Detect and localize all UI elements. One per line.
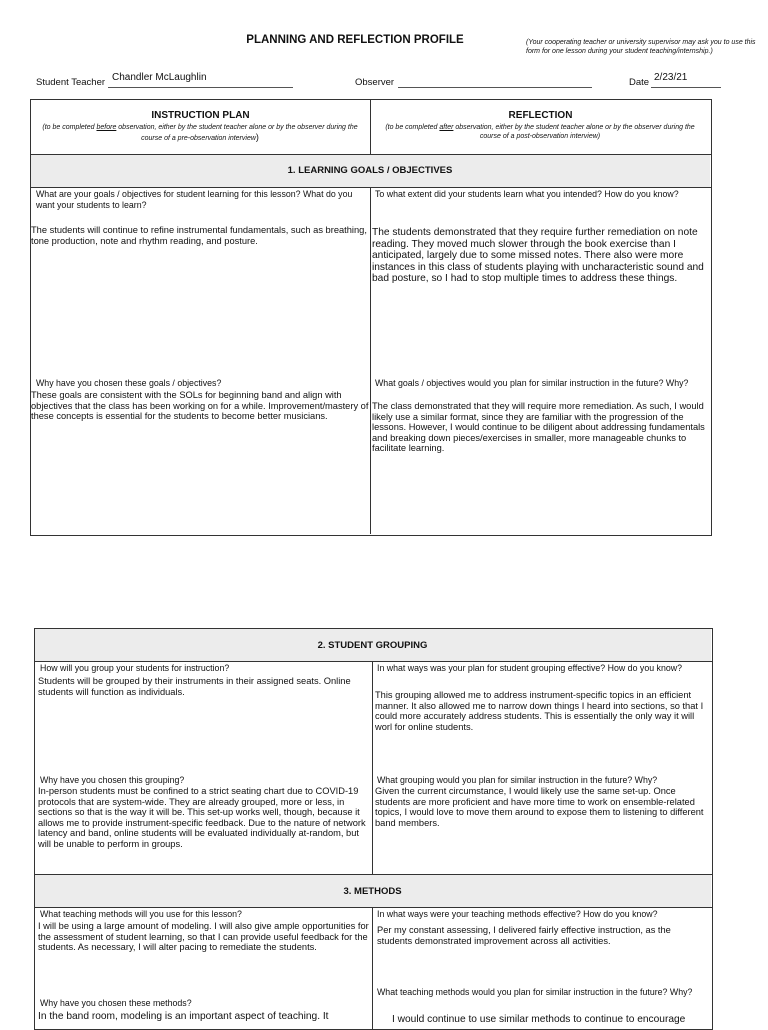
plan-answer-methods[interactable]: I will be using a large amount of modeling. I will also give ample opportunities for the assessment of student learning, so that I can provide useful feedback for the students. As necessary, I will alter pacing to remediate the students. <box>38 921 369 952</box>
reflection-question-goals-future: What goals / objectives would you plan for similar instruction in the future? Why? <box>375 378 689 388</box>
plan-answer-methods-why[interactable]: In the band room, modeling is an important aspect of teaching. It <box>38 1011 329 1022</box>
plan-answer-grouping-why[interactable]: In-person students must be confined to a strict seating chart due to COVID-19 protocols that are system-wide. They are already grouped, more or less, in sections so that is the way it will be. This set-up works well, though, because it allows me to provide instrument-specific feedback. Due to the nature of network latency and band, online students will be evaluated individually at-random, but will be unable to perform in groups. <box>38 786 366 849</box>
instruction-plan-heading: INSTRUCTION PLAN <box>151 110 250 121</box>
reflection-question-grouping: In what ways was your plan for student grouping effective? How do you know? <box>377 663 682 673</box>
plan-question-goals: What are your goals / objectives for student learning for this lesson? What do you want your students to learn? <box>36 189 353 210</box>
section-title-learning-goals: 1. LEARNING GOALS / OBJECTIVES <box>287 165 453 176</box>
date-field[interactable]: 2/23/21 <box>654 72 688 83</box>
observer-label: Observer <box>355 77 395 88</box>
reflection-answer-goals[interactable]: The students demonstrated that they require further remediation on note reading. They moved much slower through the book exercise than I anticipated, largely due to some missed notes. There also were more instances in this class of students playing with uncharacteristic sound and bad posture, so I had to stop multiple times to address these things. <box>372 227 704 284</box>
page-title: PLANNING AND REFLECTION PROFILE <box>246 34 464 46</box>
reflection-answer-grouping[interactable]: This grouping allowed me to address instrument-specific topics in an efficient manner. It also allowed me to narrow down things I heard into sections, so that I could more accurately address students. This is essentially the only way it will worl for online students. <box>375 690 704 732</box>
plan-question-goals-why: Why have you chosen these goals / objectives? <box>36 378 222 388</box>
reflection-question-goals: To what extent did your students learn what you intended? How do you know? <box>375 189 679 199</box>
plan-answer-grouping[interactable]: Students will be grouped by their instruments in their assigned seats. Online students will function as individuals. <box>38 676 351 697</box>
section-title-student-grouping: 2. STUDENT GROUPING <box>317 640 428 651</box>
plan-question-methods: What teaching methods will you use for this lesson? <box>40 909 242 919</box>
reflection-question-methods: In what ways were your teaching methods effective? How do you know? <box>377 909 658 919</box>
date-line <box>651 86 721 88</box>
header-note: (Your cooperating teacher or university supervisor may ask you to use this form for one lesson during your student teaching/internship.) <box>526 39 756 55</box>
reflection-answer-grouping-future[interactable]: Given the current circumstance, I would likely use the same set-up. Once students are more proficient and have more time to work on ensemble-related topics, I would love to move them around to expose them to listening to different band members. <box>375 786 704 828</box>
section-title-methods: 3. METHODS <box>343 886 402 897</box>
instruction-plan-subheading: (to be completed before observation, either by the student teacher alone or by the observer during the course of a pre-observation interview) <box>42 124 358 142</box>
student-teacher-line <box>108 86 293 88</box>
plan-answer-goals[interactable]: The students will continue to refine instrumental fundamentals, such as breathing, tone production, note and rhythm reading, and posture. <box>31 225 367 246</box>
observer-line <box>398 86 592 88</box>
reflection-question-grouping-future: What grouping would you plan for similar instruction in the future? Why? <box>377 775 658 785</box>
student-teacher-label: Student Teacher <box>36 77 106 88</box>
date-label: Date <box>629 77 650 88</box>
plan-question-grouping-why: Why have you chosen this grouping? <box>40 775 185 785</box>
reflection-question-methods-future: What teaching methods would you plan for similar instruction in the future? Why? <box>377 987 693 997</box>
plan-question-methods-why: Why have you chosen these methods? <box>40 998 192 1008</box>
plan-question-grouping: How will you group your students for instruction? <box>40 663 230 673</box>
reflection-answer-goals-future[interactable]: The class demonstrated that they will require more remediation. As such, I would likely use a similar format, since they are familiar with the progression of the lessons. However, I would continue to be diligent about addressing fundamentals and breaking down pieces/exercises in smaller, more manageable chunks to facilitate learning. <box>372 401 705 453</box>
reflection-heading: REFLECTION <box>508 110 573 121</box>
plan-answer-goals-why[interactable]: These goals are consistent with the SOLs for beginning band and align with objectives that the class has been working on for a while. Improvement/mastery of these concepts is essential for the students to become better musicians. <box>31 390 369 421</box>
student-teacher-field[interactable]: Chandler McLaughlin <box>112 72 207 83</box>
reflection-subheading: (to be completed after observation, either by the student teacher alone or by the observer during the course of a post-observation interview) <box>385 124 695 140</box>
reflection-answer-methods[interactable]: Per my constant assessing, I delivered fairly effective instruction, as the students demonstrated improvement across all activities. <box>377 925 671 946</box>
reflection-answer-methods-future[interactable]: I would continue to use similar methods to continue to encourage <box>392 1014 686 1025</box>
